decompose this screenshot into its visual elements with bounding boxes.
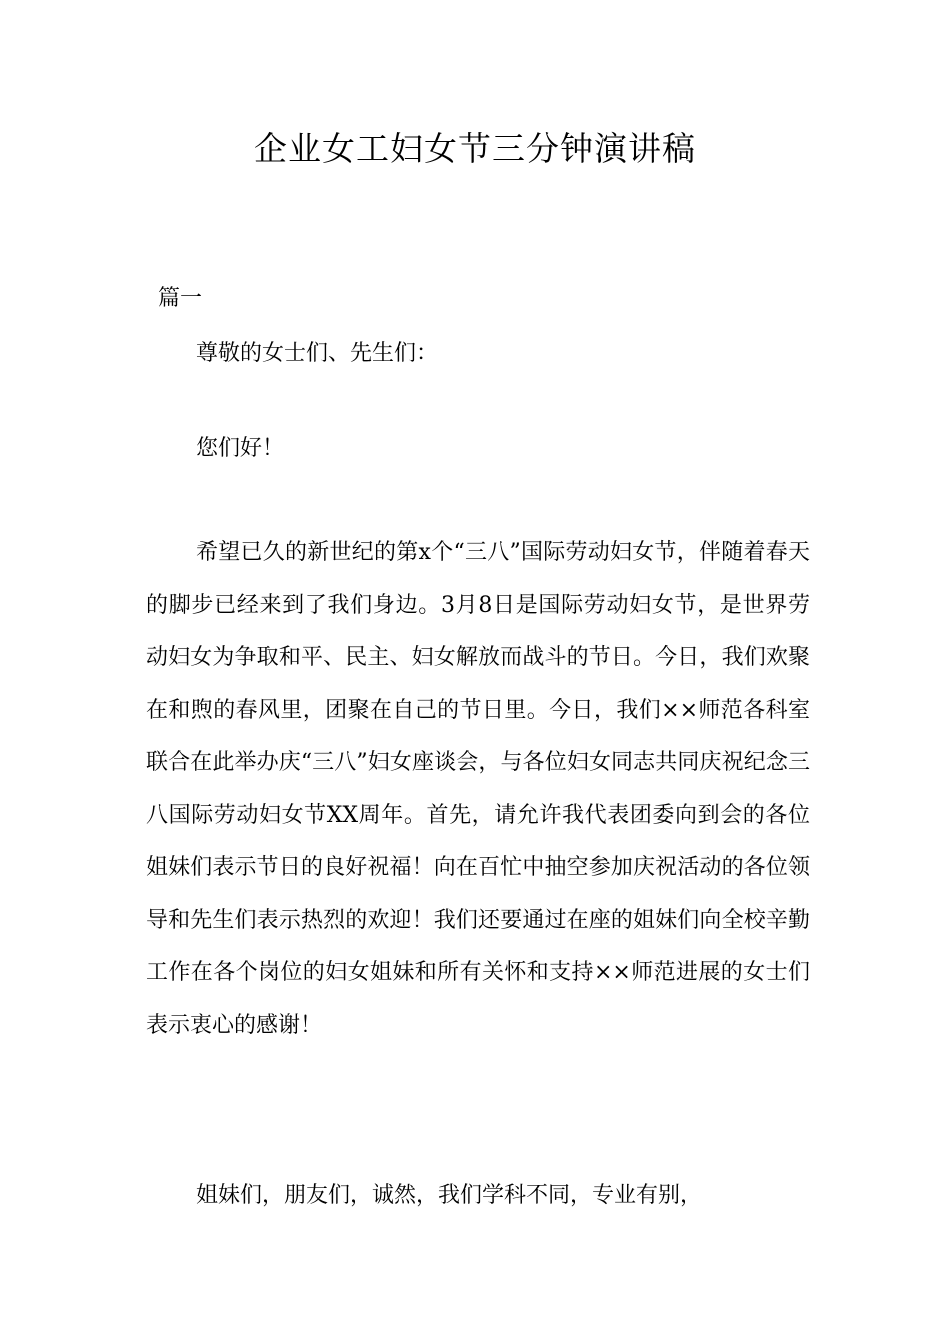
section-label: 篇一: [158, 286, 203, 311]
paragraph-greeting: 您们好！: [196, 436, 285, 461]
document-title: 企业女工妇女节三分钟演讲稿: [254, 129, 696, 168]
paragraph-body-continued: 姐妹们，朋友们，诚然，我们学科不同，专业有别，: [196, 1183, 703, 1208]
paragraph-body: 希望已久的新世纪的第x个“三八”国际劳动妇女节，伴随着春天的脚步已经来到了我们身边。3月8日是国际劳动妇女节，是世界劳动妇女为争取和平、民主、妇女解放而战斗的节日。今日，我们欢聚在和煦的春风里，团聚在自己的节日里。今日，我们××师范各科室联合在此举办庆“三八”妇女座谈会，与各位妇女同志共同庆祝纪念三八国际劳动妇女节XX周年。首先，请允许我代表团委向到会的各位姐妹们表示节日的良好祝福！向在百忙中抽空参加庆祝活动的各位领导和先生们表示热烈的欢迎！我们还要通过在座的姐妹们向全校辛勤工作在各个岗位的妇女姐妹和所有关怀和支持××师范进展的女士们表示衷心的感谢！: [146, 540, 810, 1038]
paragraph-salutation: 尊敬的女士们、先生们：: [196, 341, 439, 366]
